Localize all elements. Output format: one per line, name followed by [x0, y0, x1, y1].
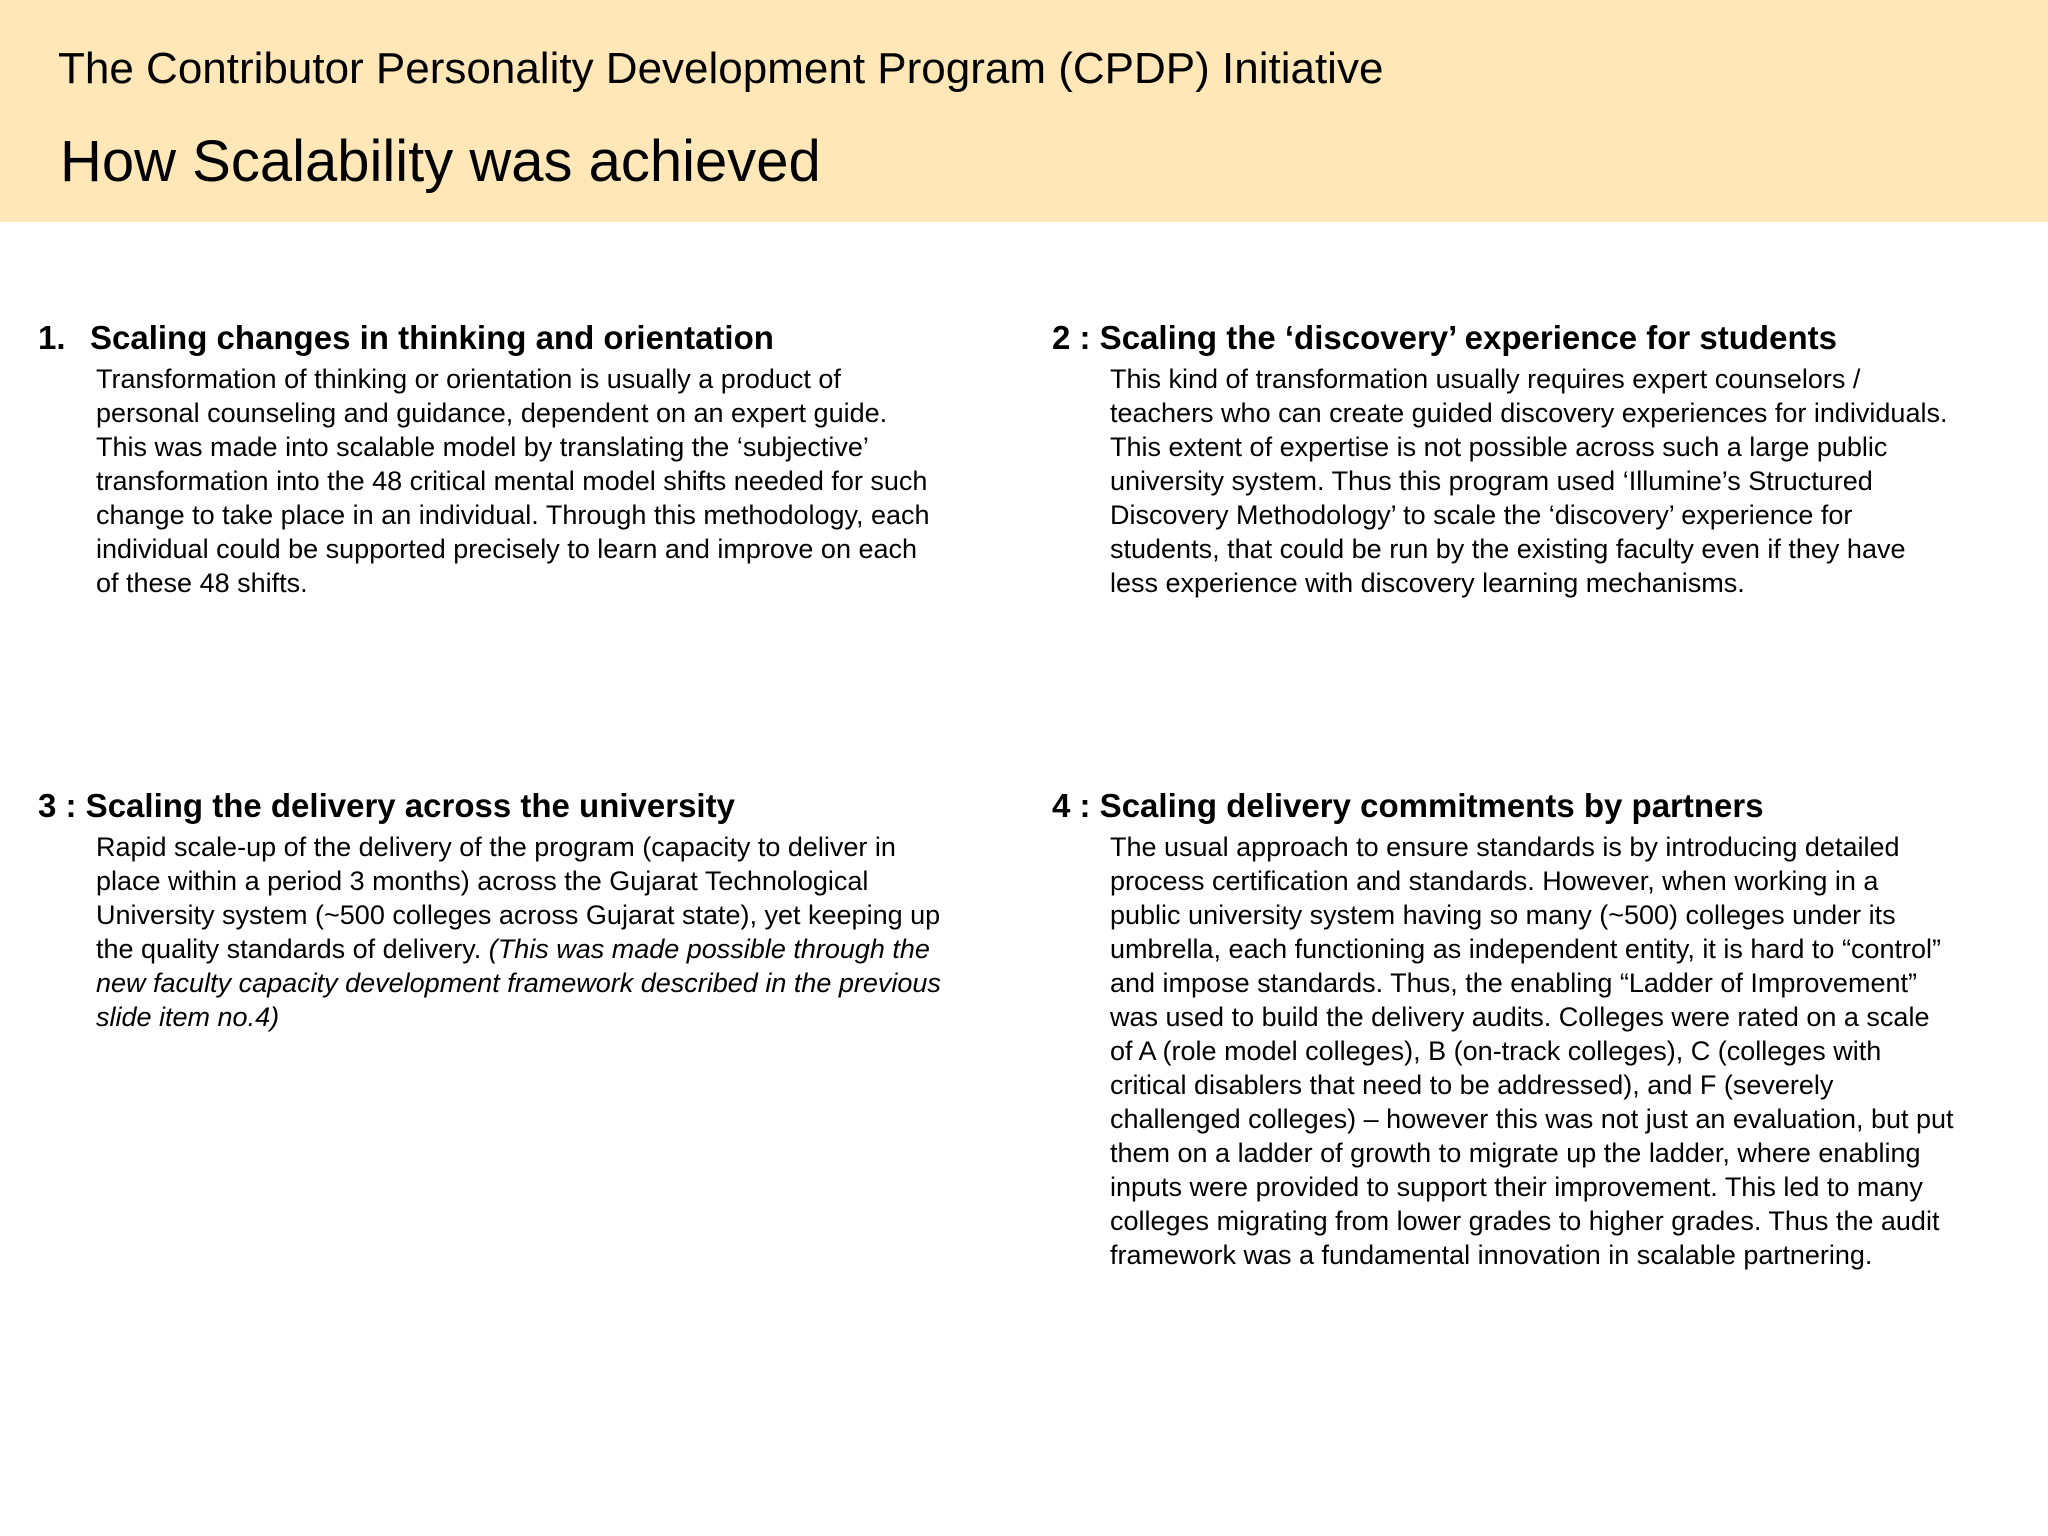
body-line: University system (~500 colleges across Gujarat state), yet keeping up — [96, 900, 941, 930]
section-body — [96, 362, 1036, 600]
body-line: This extent of expertise is not possible across such a large public — [1110, 432, 1888, 462]
section-body — [1110, 362, 2048, 600]
body-line: and impose standards. Thus, the enabling “Ladder of Improvement” — [1110, 968, 1917, 998]
section-number: 1. — [38, 319, 66, 356]
section-body — [96, 830, 1036, 1034]
body-line: personal counseling and guidance, dependent on an expert guide. — [96, 398, 888, 428]
body-line: Discovery Methodology’ to scale the ‘discovery’ experience for — [1110, 500, 1853, 530]
body-line: This was made into scalable model by translating the ‘subjective’ — [96, 432, 869, 462]
body-line: colleges migrating from lower grades to higher grades. Thus the audit — [1110, 1206, 1940, 1236]
section-heading: 4 : Scaling delivery commitments by partners — [1052, 787, 1764, 824]
body-line: students, that could be run by the existing faculty even if they have — [1110, 534, 1906, 564]
italic-note: (This was made possible through the — [488, 934, 930, 964]
italic-note-line: slide item no.4) — [96, 1002, 280, 1032]
body-line: Rapid scale-up of the delivery of the program (capacity to deliver in — [96, 832, 896, 862]
body-line: individual could be supported precisely to learn and improve on each — [96, 534, 918, 564]
body-line: change to take place in an individual. Through this methodology, each — [96, 500, 930, 530]
body-line: critical disablers that need to be addressed), and F (severely — [1110, 1070, 1834, 1100]
body-line: framework was a fundamental innovation in scalable partnering. — [1110, 1240, 1873, 1270]
section-heading: 3 : Scaling the delivery across the university — [38, 787, 735, 824]
body-line: of these 48 shifts. — [96, 568, 308, 598]
body-line: transformation into the 48 critical mental model shifts needed for such — [96, 466, 928, 496]
body-line: public university system having so many (~500) colleges under its — [1110, 900, 1896, 930]
body-line-mixed — [96, 932, 1036, 966]
body-line: process certification and standards. However, when working in a — [1110, 866, 1879, 896]
body-line: This kind of transformation usually requires expert counselors / — [1110, 364, 1861, 394]
body-line: them on a ladder of growth to migrate up the ladder, where enabling — [1110, 1138, 1921, 1168]
body-line: place within a period 3 months) across the Gujarat Technological — [96, 866, 869, 896]
body-line: umbrella, each functioning as independent entity, it is hard to “control” — [1110, 934, 1941, 964]
italic-note-line: new faculty capacity development framework described in the previous — [96, 968, 941, 998]
body-line: inputs were provided to support their improvement. This led to many — [1110, 1172, 1923, 1202]
slide-subtitle: How Scalability was achieved — [60, 129, 821, 194]
body-line: Transformation of thinking or orientation is usually a product of — [96, 364, 841, 394]
body-text: the quality standards of delivery. — [96, 934, 489, 964]
section-body — [1110, 830, 2048, 1272]
section-heading-text: Scaling changes in thinking and orientation — [90, 319, 774, 356]
body-line: challenged colleges) – however this was not just an evaluation, but put — [1110, 1104, 1954, 1134]
slide-title: The Contributor Personality Development Program (CPDP) Initiative — [58, 44, 1384, 93]
section-heading — [38, 316, 774, 360]
section-heading: 2 : Scaling the ‘discovery’ experience for students — [1052, 319, 1837, 356]
body-line: teachers who can create guided discovery experiences for individuals. — [1110, 398, 1948, 428]
body-line: of A (role model colleges), B (on-track colleges), C (colleges with — [1110, 1036, 1882, 1066]
header-band — [0, 0, 2048, 222]
body-line: less experience with discovery learning mechanisms. — [1110, 568, 1745, 598]
body-line: university system. Thus this program used ‘Illumine’s Structured — [1110, 466, 1873, 496]
body-line: The usual approach to ensure standards is by introducing detailed — [1110, 832, 1900, 862]
body-line: was used to build the delivery audits. Colleges were rated on a scale — [1110, 1002, 1930, 1032]
